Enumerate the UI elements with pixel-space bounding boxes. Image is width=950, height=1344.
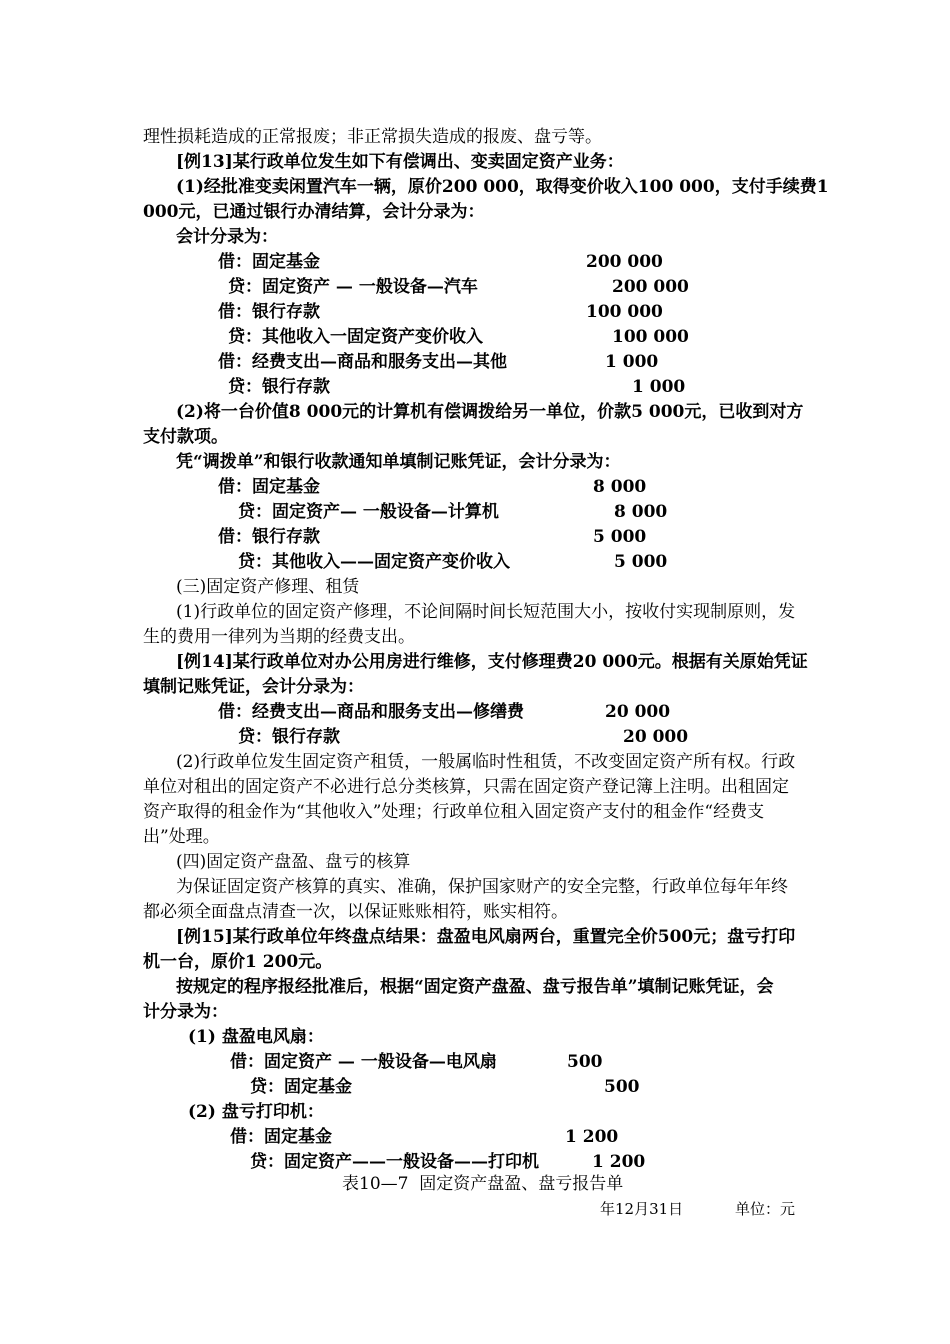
text-line: 单位对租出的固定资产不必进行总分类核算，只需在固定资产登记簿上注明。出租固定 xyxy=(143,777,789,797)
journal-credit: 贷：其他收入一固定资产变价收入 xyxy=(228,327,483,347)
text-line: 都必须全面盘点清查一次，以保证账账相符，账实相符。 xyxy=(143,902,568,922)
text-line: 按规定的程序报经批准后，根据“固定资产盘盈、盘亏报告单”填制记账凭证，会 xyxy=(176,977,774,997)
journal-amount: 1 200 xyxy=(565,1127,619,1147)
text-line: 000元，已通过银行办清结算，会计分录为： xyxy=(143,202,485,222)
journal-credit: 贷：银行存款 xyxy=(238,727,340,747)
journal-credit: 贷：固定基金 xyxy=(250,1077,352,1097)
text-line: 机一台，原价1 200元。 xyxy=(143,952,333,972)
example-heading: [例13]某行政单位发生如下有偿调出、变卖固定资产业务： xyxy=(176,152,624,172)
text-line: 凭“调拨单”和银行收款通知单填制记账凭证，会计分录为： xyxy=(176,452,621,472)
text-line: (1)经批准变卖闲置汽车一辆，原价200 000，取得变价收入100 000，支付手续费1 xyxy=(176,177,829,197)
journal-amount: 20 000 xyxy=(623,727,689,747)
journal-credit: 贷：固定资产 — 一般设备—汽车 xyxy=(228,277,478,297)
sub-item: (2) 盘亏打印机： xyxy=(188,1102,324,1122)
report-unit: 单位：元 xyxy=(735,1200,796,1218)
journal-debit: 借：银行存款 xyxy=(218,302,320,322)
journal-credit: 贷：固定资产— 一般设备—计算机 xyxy=(238,502,499,522)
section-heading: (四)固定资产盘盈、盘亏的核算 xyxy=(176,852,411,872)
text-line: (2)行政单位发生固定资产租赁，一般属临时性租赁，不改变固定资产所有权。行政 xyxy=(176,752,796,772)
journal-amount: 5 000 xyxy=(614,552,668,572)
text-line: 计分录为： xyxy=(143,1002,228,1022)
journal-credit: 贷：银行存款 xyxy=(228,377,330,397)
text-line: 为保证固定资产核算的真实、准确，保护国家财产的安全完整，行政单位每年年终 xyxy=(176,877,788,897)
text-line: (2)将一台价值8 000元的计算机有偿调拨给另一单位，价款5 000元，已收到对方 xyxy=(176,402,804,422)
journal-debit: 借：固定基金 xyxy=(230,1127,332,1147)
journal-amount: 100 000 xyxy=(586,302,663,322)
table-caption: 表10—7 固定资产盘盈、盘亏报告单 xyxy=(342,1174,624,1194)
journal-amount: 1 000 xyxy=(605,352,659,372)
text-line: 支付款项。 xyxy=(143,427,228,447)
journal-amount: 500 xyxy=(604,1077,640,1097)
journal-amount: 5 000 xyxy=(593,527,647,547)
journal-amount: 8 000 xyxy=(593,477,647,497)
journal-amount: 20 000 xyxy=(605,702,671,722)
journal-amount: 1 000 xyxy=(632,377,686,397)
sub-item: (1) 盘盈电风扇： xyxy=(188,1027,324,1047)
journal-credit: 贷：其他收入——固定资产变价收入 xyxy=(238,552,510,572)
text-line: 会计分录为： xyxy=(176,227,278,247)
text-line: (1)行政单位的固定资产修理，不论间隔时间长短范围大小，按收付实现制原则，发 xyxy=(176,602,796,622)
text-line: 理性损耗造成的正常报废；非正常损失造成的报废、盘亏等。 xyxy=(143,127,602,147)
journal-amount: 200 000 xyxy=(612,277,689,297)
text-line: 资产取得的租金作为“其他收入”处理；行政单位租入固定资产支付的租金作“经费支 xyxy=(143,802,765,822)
journal-debit: 借：经费支出—商品和服务支出—修缮费 xyxy=(218,702,524,722)
journal-amount: 500 xyxy=(567,1052,603,1072)
journal-amount: 8 000 xyxy=(614,502,668,522)
journal-credit: 贷：固定资产——一般设备——打印机 xyxy=(250,1152,539,1172)
journal-debit: 借：经费支出—商品和服务支出—其他 xyxy=(218,352,507,372)
journal-debit: 借：固定基金 xyxy=(218,252,320,272)
journal-amount: 100 000 xyxy=(612,327,689,347)
example-heading: [例14]某行政单位对办公用房进行维修，支付修理费20 000元。根据有关原始凭证 xyxy=(176,652,808,672)
section-heading: (三)固定资产修理、租赁 xyxy=(176,577,360,597)
journal-debit: 借：固定基金 xyxy=(218,477,320,497)
journal-amount: 1 200 xyxy=(592,1152,646,1172)
report-date: 年12月31日 xyxy=(600,1200,684,1218)
example-heading: [例15]某行政单位年终盘点结果：盘盈电风扇两台，重置完全价500元；盘亏打印 xyxy=(176,927,796,947)
journal-debit: 借：银行存款 xyxy=(218,527,320,547)
text-line: 填制记账凭证，会计分录为： xyxy=(143,677,364,697)
text-line: 生的费用一律列为当期的经费支出。 xyxy=(143,627,415,647)
journal-debit: 借：固定资产 — 一般设备—电风扇 xyxy=(230,1052,497,1072)
journal-amount: 200 000 xyxy=(586,252,663,272)
text-line: 出”处理。 xyxy=(143,827,220,847)
